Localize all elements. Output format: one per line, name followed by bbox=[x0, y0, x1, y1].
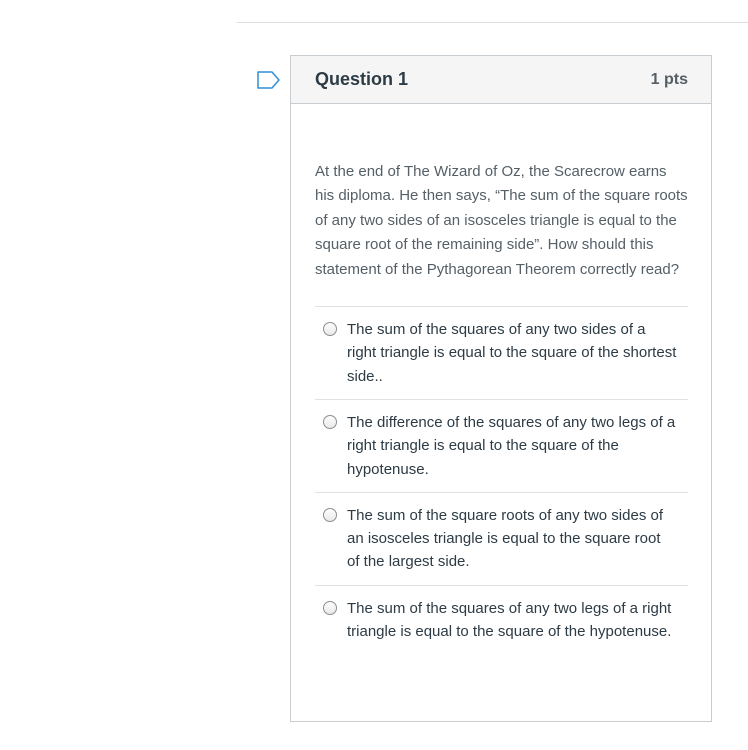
question-text: At the end of The Wizard of Oz, the Scarecrow earns his diploma. He then says, “The sum of the square roots of any two sides of an isosceles triangle is equal to the square root of the remaining side”. How should this statement of the Pythagorean Theorem correctly read? bbox=[315, 163, 688, 278]
question-header bbox=[291, 56, 711, 104]
question-body bbox=[291, 104, 711, 654]
question-title: Question 1 bbox=[315, 69, 409, 89]
answer-list bbox=[315, 306, 688, 654]
question-points: 1 pts bbox=[650, 70, 688, 88]
radio-button[interactable] bbox=[323, 322, 337, 336]
answer-option[interactable] bbox=[315, 400, 688, 493]
radio-button[interactable] bbox=[323, 508, 337, 522]
top-divider bbox=[237, 22, 748, 23]
radio-button[interactable] bbox=[323, 601, 337, 615]
answer-option[interactable] bbox=[315, 586, 688, 655]
radio-button[interactable] bbox=[323, 415, 337, 429]
answer-option[interactable] bbox=[315, 493, 688, 586]
answer-label[interactable]: The sum of the square roots of any two sides of an isosceles triangle is equal to the square root of the largest side. bbox=[347, 506, 663, 571]
answer-label[interactable]: The sum of the squares of any two legs of a right triangle is equal to the square of the hypotenuse. bbox=[347, 599, 672, 640]
flag-icon[interactable] bbox=[257, 71, 281, 89]
question-card bbox=[290, 55, 712, 722]
answer-option[interactable] bbox=[315, 307, 688, 400]
answer-label[interactable]: The sum of the squares of any two sides of a right triangle is equal to the square of the shortest side.. bbox=[347, 321, 677, 385]
answer-label[interactable]: The difference of the squares of any two legs of a right triangle is equal to the square of the hypotenuse. bbox=[347, 413, 676, 478]
